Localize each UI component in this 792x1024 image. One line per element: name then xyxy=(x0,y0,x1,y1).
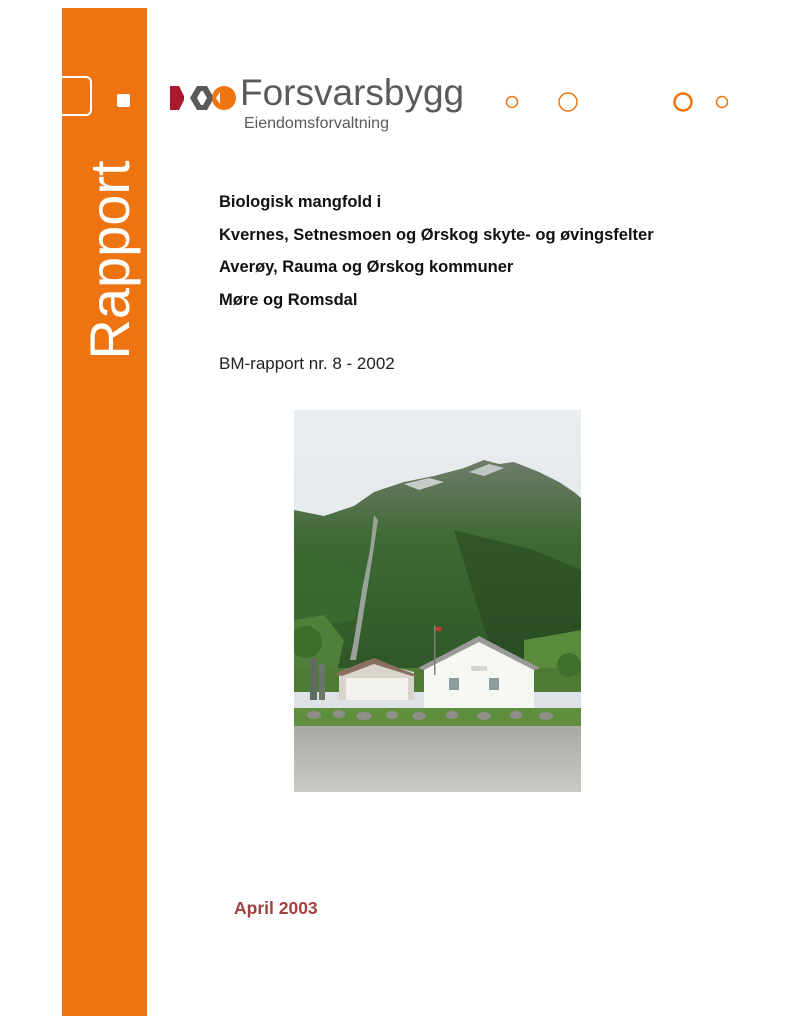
report-title xyxy=(219,192,654,322)
title-line: Møre og Romsdal xyxy=(219,290,358,309)
square-decoration-icon xyxy=(116,93,131,108)
logo-subtitle: Eiendomsforvaltning xyxy=(244,115,389,132)
report-number: BM-rapport nr. 8 - 2002 xyxy=(219,354,395,373)
title-line: Averøy, Rauma og Ørskog kommuner xyxy=(219,258,514,276)
cover-photo xyxy=(294,410,581,792)
logo-name: Forsvarsbygg xyxy=(240,72,465,113)
mountain-landscape-photo xyxy=(294,410,581,792)
orange-sidebar xyxy=(62,8,147,1016)
sidebar-label: Rapport xyxy=(78,160,141,360)
title-line: Kvernes, Setnesmoen og Ørskog skyte- og øvingsfelter xyxy=(219,225,654,244)
sidebar-frame-decoration xyxy=(60,76,92,116)
forsvarsbygg-logo-icon xyxy=(170,82,236,114)
title-line: Biologisk mangfold i xyxy=(219,193,382,211)
decorative-circles-icon xyxy=(500,88,740,118)
publication-date: April 2003 xyxy=(234,898,318,918)
